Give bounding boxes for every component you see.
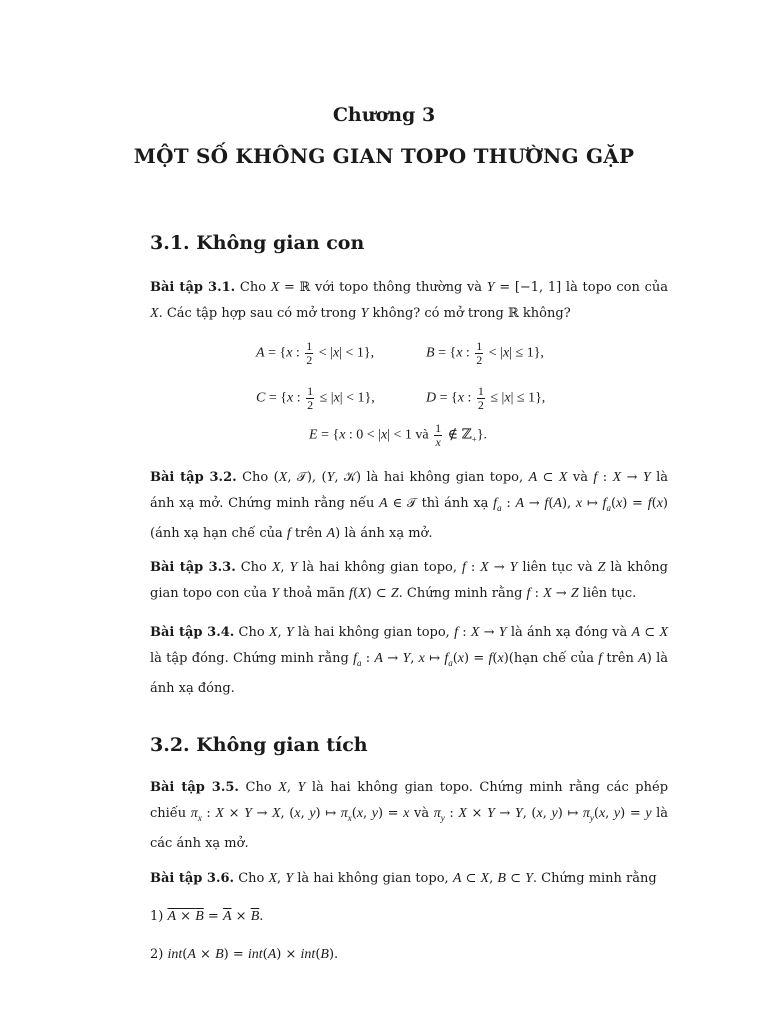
chapter-label: Chương 3	[332, 104, 436, 126]
item-label: 1)	[150, 909, 164, 924]
exercise-3-4: Bài tập 3.4. Cho X, Y là hai không gian topo, f : X → Y là ánh xạ đóng và A ⊂ X là tập đóng. Chứng minh rằng $f_a$ : A → Y, x ↦ $f_a(x)$ = f(x)(hạn chế của f trên A) là ánh xạ đóng.	[150, 625, 668, 696]
exercise-3-6: Bài tập 3.6. Cho X, Y là hai không gian topo, A ⊂ X, B ⊂ Y. Chứng minh rằng	[150, 871, 657, 886]
exercise-3-5: Bài tập 3.5. Cho X, Y là hai không gian topo. Chứng minh rằng các phép chiếu $\pi_x$ : X × Y → X, (x, y) ↦ $\pi_x(x$, y) = x và $\pi_y$ : X × Y → Y, (x, y) ↦ $\pi_y(x$, y) = y là các ánh xạ mở.	[150, 780, 669, 851]
exercise-3-3: Bài tập 3.3. Cho X, Y là hai không gian topo, f : X → Y liên tục và Z là không gian topo con của Y thoả mãn f(X) ⊂ Z. Chứng minh rằng f : X → Z liên tục.	[150, 560, 668, 601]
exercise-label: Bài tập 3.5.	[150, 780, 239, 795]
equation-c: C = {x : $\frac{1}{2}$ ≤ |x| < 1},	[256, 384, 375, 412]
exercise-label: Bài tập 3.3.	[150, 560, 236, 575]
equation-d: D = {x : $\frac{1}{2}$ ≤ |x| ≤ 1},	[426, 384, 546, 412]
section-heading-3-1: 3.1. Không gian con	[150, 232, 365, 254]
chapter-title: MỘT SỐ KHÔNG GIAN TOPO THƯỜNG GẶP	[133, 144, 635, 168]
section-heading-3-2: 3.2. Không gian tích	[150, 734, 368, 756]
list-item: 2) int(A × B) = int(A) × int(B).	[150, 947, 339, 962]
exercise-label: Bài tập 3.4.	[150, 625, 235, 640]
exercise-3-2: Bài tập 3.2. Cho (X, 𝒯), (Y, 𝒦) là hai không gian topo, A ⊂ X và f : X → Y là ánh xạ mở. Chứng minh rằng nếu A ∈ 𝒯 thì ánh xạ $f_a$ : A → f(A), x ↦ $f_a(x) = f(x)$ (ánh xạ hạn chế của f trên A) là ánh xạ mở.	[150, 470, 669, 541]
exercise-label: Bài tập 3.1.	[150, 280, 236, 295]
equation-e: E = {x : 0 < |x| < 1 và $\frac{1}{x}$ ∉ ℤ$_+$}.	[309, 421, 488, 449]
exercise-3-1: Bài tập 3.1. Cho X = ℝ với topo thông thường và Y = [−1, 1] là topo con của X. Các tập hợp sau có mở trong Y không? có mở trong ℝ không?	[150, 280, 668, 321]
exercise-label: Bài tập 3.6.	[150, 871, 235, 886]
list-item: 1) $A \times B = \overline{A} \times \overline{B}$.	[150, 909, 264, 924]
item-label: 2)	[150, 947, 164, 962]
exercise-label: Bài tập 3.2.	[150, 470, 237, 485]
equation-b: B = {x : $\frac{1}{2}$ < |x| ≤ 1},	[426, 339, 544, 367]
equation-a: A = {x : $\frac{1}{2}$ < |x| < 1},	[256, 339, 375, 367]
